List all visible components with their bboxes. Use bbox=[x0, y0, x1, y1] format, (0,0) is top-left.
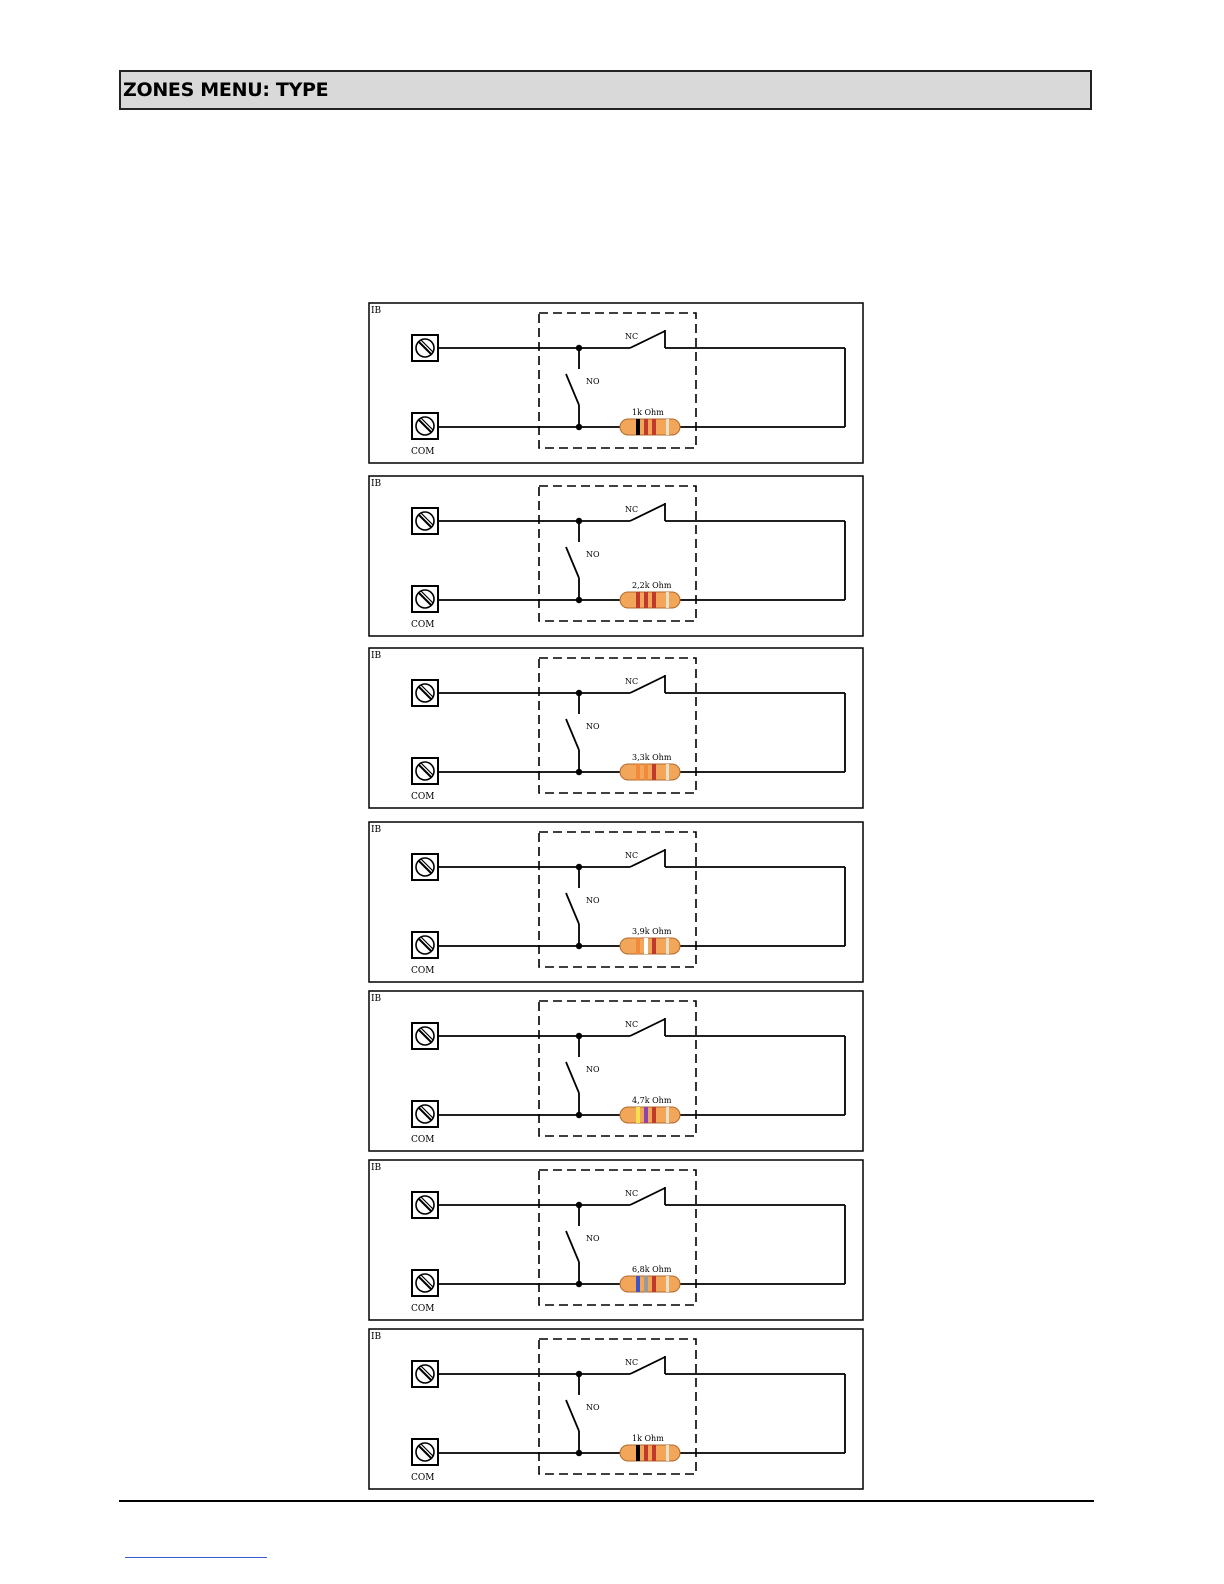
circuit-diagram bbox=[368, 1328, 864, 1490]
resistor-band bbox=[644, 1107, 648, 1123]
junction-dot bbox=[576, 1112, 582, 1118]
panel-border bbox=[369, 1329, 863, 1489]
resistor-icon bbox=[620, 764, 680, 780]
terminal-top-icon bbox=[412, 854, 438, 880]
no-label: NO bbox=[586, 722, 600, 731]
no-switch-blade bbox=[566, 719, 579, 750]
com-label: COM bbox=[411, 792, 435, 802]
terminal-com-icon bbox=[412, 758, 438, 784]
terminal-top-icon bbox=[412, 1192, 438, 1218]
nc-label: NC bbox=[625, 851, 639, 860]
resistor-body bbox=[620, 1445, 680, 1461]
no-switch-blade bbox=[566, 893, 579, 924]
panel-border bbox=[369, 1160, 863, 1320]
resistor-icon bbox=[620, 938, 680, 954]
section-title: ZONES MENU: TYPE bbox=[123, 79, 329, 101]
resistor-band bbox=[652, 1107, 656, 1123]
nc-label: NC bbox=[625, 505, 639, 514]
resistor-body bbox=[620, 1276, 680, 1292]
no-switch-blade bbox=[566, 547, 579, 578]
resistor-band bbox=[666, 1107, 669, 1123]
panel-border bbox=[369, 991, 863, 1151]
terminal-top-icon bbox=[412, 335, 438, 361]
wiring-diagram-panel bbox=[368, 821, 864, 983]
resistor-band bbox=[666, 592, 669, 608]
nc-label: NC bbox=[625, 1020, 639, 1029]
resistor-band bbox=[644, 419, 648, 435]
resistor-value-label: 2,2k Ohm bbox=[632, 581, 672, 590]
terminal-top-icon bbox=[412, 508, 438, 534]
board-label: IB bbox=[371, 651, 382, 661]
resistor-band bbox=[636, 1445, 640, 1461]
resistor-value-label: 6,8k Ohm bbox=[632, 1265, 672, 1274]
terminal-com-icon bbox=[412, 586, 438, 612]
nc-label: NC bbox=[625, 332, 639, 341]
resistor-value-label: 1k Ohm bbox=[632, 1434, 664, 1443]
junction-dot bbox=[576, 1450, 582, 1456]
resistor-band bbox=[636, 592, 640, 608]
resistor-value-label: 3,9k Ohm bbox=[632, 927, 672, 936]
board-label: IB bbox=[371, 994, 382, 1004]
junction-dot bbox=[576, 1281, 582, 1287]
no-label: NO bbox=[586, 1403, 600, 1412]
board-label: IB bbox=[371, 306, 382, 316]
resistor-band bbox=[666, 419, 669, 435]
terminal-top-icon bbox=[412, 680, 438, 706]
no-label: NO bbox=[586, 896, 600, 905]
no-label: NO bbox=[586, 550, 600, 559]
wiring-diagram-panel bbox=[368, 1159, 864, 1321]
footer-divider bbox=[119, 1500, 1094, 1502]
resistor-band bbox=[652, 764, 656, 780]
resistor-icon bbox=[620, 1107, 680, 1123]
nc-label: NC bbox=[625, 677, 639, 686]
resistor-body bbox=[620, 938, 680, 954]
resistor-band bbox=[636, 419, 640, 435]
resistor-band bbox=[636, 938, 640, 954]
terminal-com-icon bbox=[412, 1439, 438, 1465]
footer-link-underline bbox=[125, 1557, 267, 1558]
resistor-band bbox=[652, 938, 656, 954]
resistor-band bbox=[636, 1107, 640, 1123]
panel-border bbox=[369, 648, 863, 808]
resistor-body bbox=[620, 592, 680, 608]
board-label: IB bbox=[371, 479, 382, 489]
circuit-diagram bbox=[368, 302, 864, 464]
resistor-band bbox=[666, 1445, 669, 1461]
board-label: IB bbox=[371, 1163, 382, 1173]
resistor-band bbox=[644, 592, 648, 608]
section-header-bar bbox=[119, 70, 1092, 110]
terminal-top-icon bbox=[412, 1361, 438, 1387]
no-switch-blade bbox=[566, 1400, 579, 1431]
resistor-band bbox=[652, 592, 656, 608]
resistor-body bbox=[620, 1107, 680, 1123]
com-label: COM bbox=[411, 1473, 435, 1483]
com-label: COM bbox=[411, 966, 435, 976]
no-switch-blade bbox=[566, 374, 579, 405]
panel-border bbox=[369, 303, 863, 463]
no-switch-blade bbox=[566, 1062, 579, 1093]
resistor-band bbox=[636, 764, 640, 780]
resistor-band bbox=[666, 764, 669, 780]
panel-border bbox=[369, 822, 863, 982]
no-label: NO bbox=[586, 377, 600, 386]
resistor-band bbox=[666, 1276, 669, 1292]
resistor-body bbox=[620, 419, 680, 435]
resistor-band bbox=[644, 938, 648, 954]
board-label: IB bbox=[371, 825, 382, 835]
no-switch-blade bbox=[566, 1231, 579, 1262]
wiring-diagram-panel bbox=[368, 990, 864, 1152]
resistor-band bbox=[644, 1445, 648, 1461]
circuit-diagram bbox=[368, 475, 864, 637]
no-label: NO bbox=[586, 1065, 600, 1074]
terminal-com-icon bbox=[412, 1270, 438, 1296]
resistor-band bbox=[652, 419, 656, 435]
resistor-band bbox=[652, 1445, 656, 1461]
com-label: COM bbox=[411, 1135, 435, 1145]
terminal-com-icon bbox=[412, 1101, 438, 1127]
resistor-body bbox=[620, 764, 680, 780]
terminal-com-icon bbox=[412, 413, 438, 439]
resistor-band bbox=[652, 1276, 656, 1292]
resistor-icon bbox=[620, 592, 680, 608]
com-label: COM bbox=[411, 620, 435, 630]
circuit-diagram bbox=[368, 1159, 864, 1321]
com-label: COM bbox=[411, 447, 435, 457]
resistor-band bbox=[666, 938, 669, 954]
nc-label: NC bbox=[625, 1358, 639, 1367]
resistor-value-label: 1k Ohm bbox=[632, 408, 664, 417]
resistor-band bbox=[636, 1276, 640, 1292]
resistor-band bbox=[644, 1276, 648, 1292]
junction-dot bbox=[576, 424, 582, 430]
com-label: COM bbox=[411, 1304, 435, 1314]
wiring-diagram-panel bbox=[368, 475, 864, 637]
resistor-icon bbox=[620, 419, 680, 435]
no-label: NO bbox=[586, 1234, 600, 1243]
resistor-value-label: 4,7k Ohm bbox=[632, 1096, 672, 1105]
resistor-icon bbox=[620, 1445, 680, 1461]
junction-dot bbox=[576, 943, 582, 949]
terminal-top-icon bbox=[412, 1023, 438, 1049]
resistor-icon bbox=[620, 1276, 680, 1292]
wiring-diagram-panel bbox=[368, 302, 864, 464]
junction-dot bbox=[576, 597, 582, 603]
terminal-com-icon bbox=[412, 932, 438, 958]
panel-border bbox=[369, 476, 863, 636]
circuit-diagram bbox=[368, 647, 864, 809]
resistor-band bbox=[644, 764, 648, 780]
board-label: IB bbox=[371, 1332, 382, 1342]
wiring-diagram-panel bbox=[368, 647, 864, 809]
wiring-diagram-panel bbox=[368, 1328, 864, 1490]
circuit-diagram bbox=[368, 990, 864, 1152]
circuit-diagram bbox=[368, 821, 864, 983]
nc-label: NC bbox=[625, 1189, 639, 1198]
junction-dot bbox=[576, 769, 582, 775]
resistor-value-label: 3,3k Ohm bbox=[632, 753, 672, 762]
